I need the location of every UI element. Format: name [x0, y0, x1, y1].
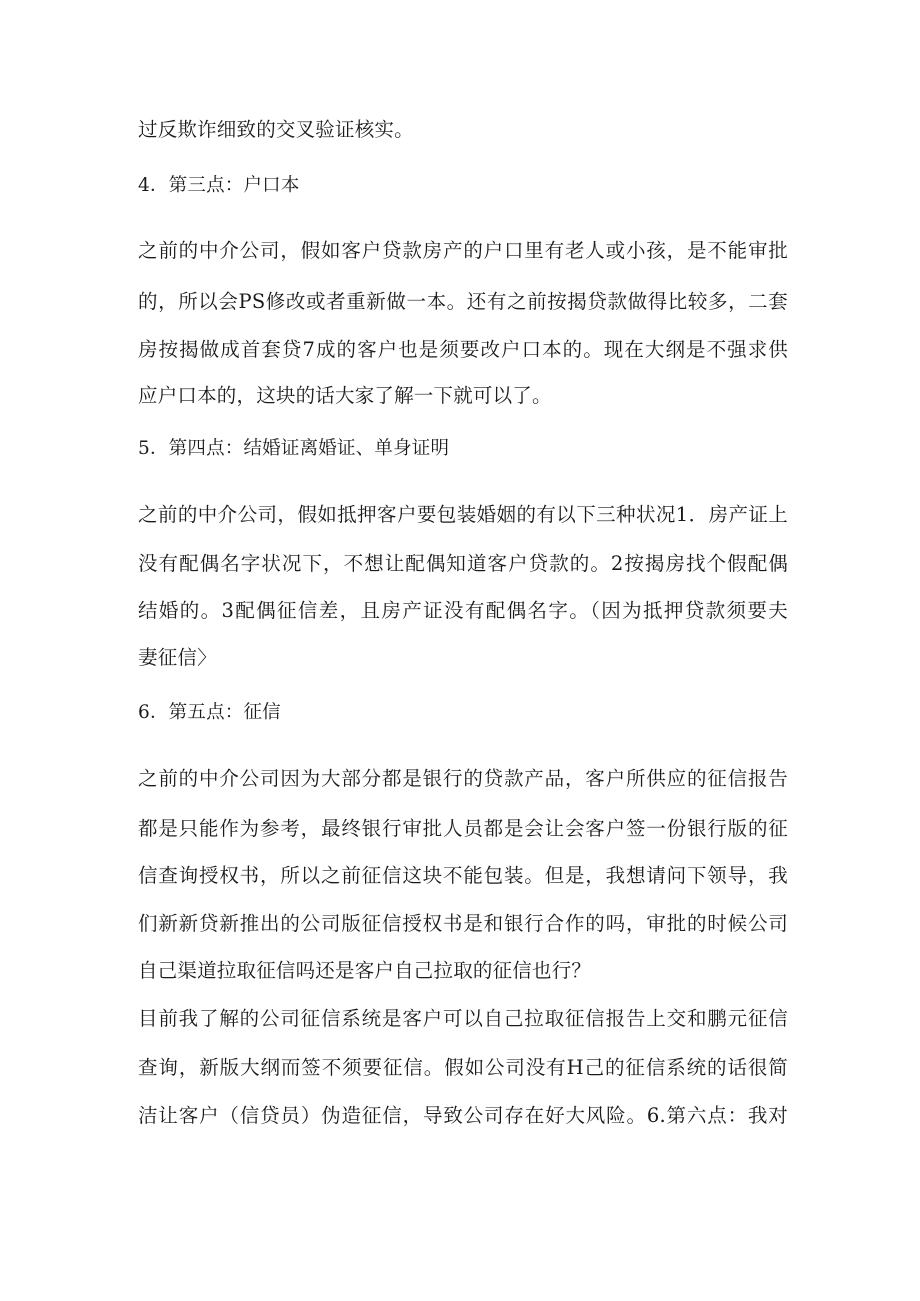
- paragraph-line: 应户口本的，这块的话大家了解一下就可以了。: [138, 384, 552, 407]
- paragraph-line: 们新新贷新推出的公司版征信授权书是和银行合作的吗，审批的时候公司: [138, 912, 788, 935]
- paragraph-line: 的，所以会PS修改或者重新做一本。还有之前按揭贷款做得比较多，二套: [138, 290, 788, 313]
- paragraph-line: 都是只能作为参考，最终银行审批人员都是会让会客户签一份银行版的征: [138, 817, 788, 840]
- paragraph-line: 之前的中介公司，假如客户贷款房产的户口里有老人或小孩，是不能审批: [138, 239, 788, 262]
- paragraph-line: 结婚的。3配偶征信差，且房产证没有配偶名字。（因为抵押贷款须要夫: [138, 599, 788, 622]
- paragraph-line: 信查询授权书，所以之前征信这块不能包装。但是，我想请问下领导，我: [138, 864, 788, 887]
- paragraph-line: 目前我了解的公司征信系统是客户可以自己拉取征信报告上交和鹏元征信: [138, 1007, 788, 1030]
- paragraph-line: 房按揭做成首套贷7成的客户也是须要改户口本的。现在大纲是不强求供: [138, 338, 788, 361]
- paragraph-line: 没有配偶名字状况下，不想让配偶知道客户贷款的。2按揭房找个假配偶: [138, 552, 788, 575]
- paragraph-line: 查询，新版大纲而签不须要征信。假如公司没有H己的征信系统的话很简: [138, 1056, 788, 1079]
- paragraph-line: 之前的中介公司，假如抵押客户要包装婚姻的有以下三种状况1．房产证上: [138, 503, 788, 526]
- paragraph-line: 过反欺诈细致的交叉验证核实。: [138, 118, 414, 141]
- paragraph-line: 自己渠道拉取征信吗还是客户自己拉取的征信也行？: [138, 959, 592, 982]
- paragraph-line: 洁让客户（信贷员）伪造征信，导致公司存在好大风险。6.第六点：我对: [138, 1104, 788, 1127]
- paragraph-line: 之前的中介公司因为大部分都是银行的贷款产品，客户所供应的征信报告: [138, 767, 788, 790]
- section-heading-credit-report: 6．第五点：征信: [138, 702, 281, 723]
- paragraph-line: 妻征信〉: [138, 646, 217, 669]
- section-heading-household-register: 4．第三点：户口本: [138, 175, 300, 196]
- section-heading-marriage-certificate: 5．第四点：结婚证离婚证、单身证明: [138, 438, 450, 459]
